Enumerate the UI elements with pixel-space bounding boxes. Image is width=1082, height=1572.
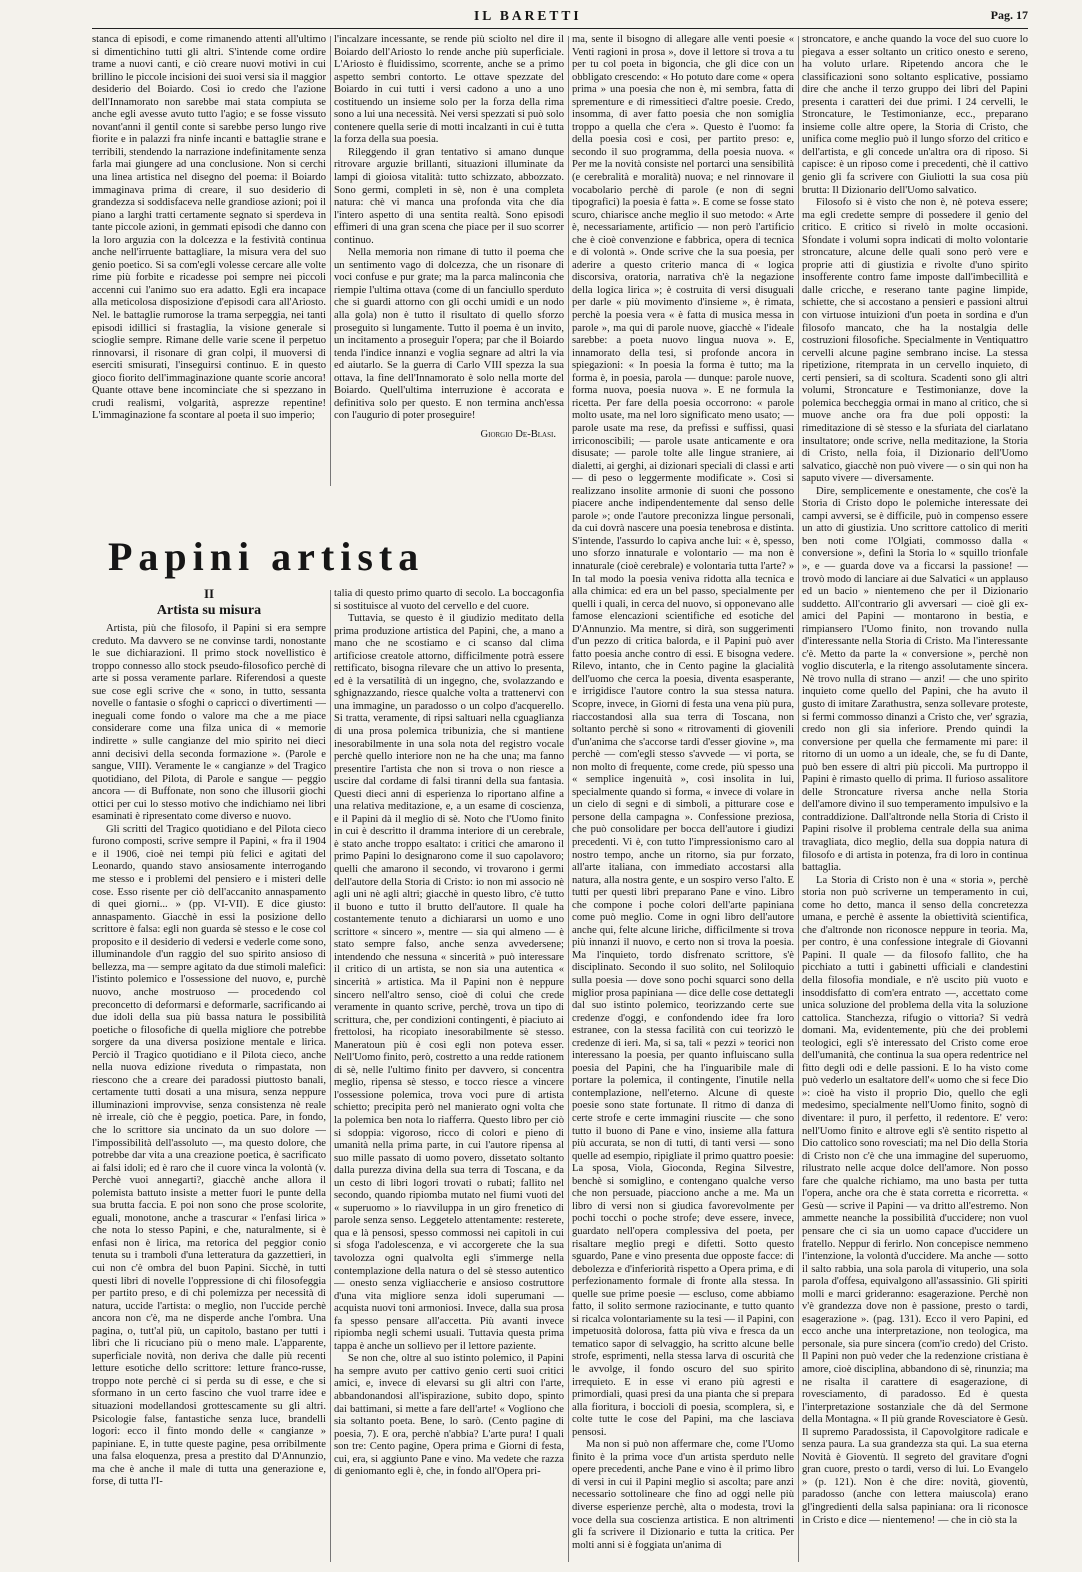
paragraph: stroncatore, e anche quando la voce del suo cuore lo piegava a esser soltanto un critico onesto e sereno, ha voluto urlare. Ripetendo ancora che le classificazioni sono soltanto esplicative, possiamo dire che anche il terzo gruppo dei libri del Papini presenta i caratteri dei due primi. I 24 cervelli, le Stroncature, le Testimonianze, ecc., preparano insieme colle altre opere, la Storia di Cristo, che unifica come meglio può il lungo sforzo del critico e dell'artista, e gli concede un'altra ora di riposo. Si capisce: è un riposo come i precedenti, chè il cattivo genio gli fa scrivere con Giuliotti la sua cosa più brutta: Il Dizionario dell'Uomo salvatico. — [802, 34, 1028, 196]
author-signature: Giorgio De-Blasi. — [480, 428, 556, 440]
paragraph: Ma non si può non affermare che, come l'Uomo finito è la prima voce d'un artista sperduto nelle opere precedenti, anche Pane e vino è il primo libro di versi in cui il Papini meglio si ascolta; pare anzi necessario sottolineare che fino ad oggi nelle più diverse esperienze perchè, alta o modesta, trovi la voce della sua coscienza artistica. E non altrimenti gli fa scrivere il Dizionario e tutta la critica. Per molti anni si è foggiata un'anima di — [572, 1439, 794, 1551]
paragraph: Dire, semplicemente e onestamente, che cos'è la Storia di Cristo dopo le polemiche interessate dei campi avversi, se è difficile, può in compenso essere un atto di giustizia. Uno scrittore cattolico di meriti ben noti come l'Olgiati, commosso dalla « conversione », definì la Storia lo « squillo trionfale », e — guarda dove va a ficcarsi la passione! — trovò modo di lanciare ai due Salvatici « un applauso ed un bacio » nientemeno che per il Dizionario suddetto. All'contrario gli avversari — cioè gli ex-amici del Papini — montarono in bestia, e rimpiansero l'Uomo finito, non trovando nulla d'interessante nella Storia di Cristo. Ma l'interessante c'è. Metto da parte la « conversione », perchè non voglio discuterla, e la ritengo assolutamente sincera. Nè trovo nulla di strano — anzi! — che uno spirito inquieto come quello del Papini, che ha avuto il gusto di imitare Zarathustra, senza sollevare proteste, si fermi commosso dinanzi a Cristo che, ver' sgrazia, credo non gli sia inferiore. Prendo quindi la conversione per quella che fermamente mi pare: il ritorno di un uomo a un ideale, che, se fu di Dante, può ben essere di altri più piccoli. Ma purtroppo il Papini è rimasto quello di prima. Il furioso assalitore delle Stroncature riversa anche nella Storia dell'amore divino il suo temperamento impulsivo e la contraddizione. Dall'altronde nella Storia di Cristo il Papini risolve il problema centrale della sua anima travagliata, dico meglio, della sua doppia natura di filosofo e di artista in potenza, fra di loro in continua battaglia. — [802, 485, 1028, 874]
article2-column-4 — [802, 34, 1028, 1564]
article1-column-2 — [334, 34, 564, 494]
paragraph: Tuttavia, se questo è il giudizio meditato della prima produzione artistica del Papini, che, a mano a mano che ne scostiamo e ci scanso dal clima artificiose creatole attorno, difficilmente potrà essere rettificato, bisogna rilevare che un attivo lo presenta, ed è la versatilità di un ingegno, che, svolazzando e sghignazzando, riesce qualche volta a trattenervi con una immagine, un paradosso o un colpo d'acquerello. Si tratta, veramente, di ripsi saltuari nella cguaglianza di una prosa polemica tribunizia, che si mantiene inesorabilmente in una sola nota del registro vocale perchè quello interiore non ne ha che una; ma fanno presentire l'artista che non si trova o non riesce a uscire dal cordame di falsi tiranni della sua fantasia. Questi dieci anni di esperienza lo riportano alfine a una relativa meditazione, e, a un esame di coscienza, e il Papini dà il meglio di sè. Noto che l'Uomo finito in cui è descritto il dramma interiore di un cerebrale, è stato anche troppo esaltato: i critici che amarono il primo Papini lo designarono come il suo capolavoro; quelli che amarono il secondo, vi trovarono i germi dell'autore della Storia di Cristo: io non mi associo nè agli uni nè agli altri; giacchè in questo libro, c'è tutto il buono e tutto il brutto dell'autore. Il quale ha costantemente tenuto a dichiararsi un uomo e uno scrittore « sincero », mentre — sia qui almeno — è stato sempre falso, anche senza avvedersene; intendendo che nessuna « sincerità » può interessare il critico di un artista, se non sia una autentica « sincerità » artistica. Ma il Papini non è neppure sincero nell'altro senso, cioè di colui che crede veramente in quanto scrive, perchè, trova un tipo di scrittura, che, per condizioni contingenti, è piaciuto ai frettolosi, ha ricopiato inesorabilmente sè stesso. Maneratoun più è così egli non poteva esser. Nell'Uomo finito, però, costretto a una redde rationem di sè, nelle l'ultimo finito per davvero, si concentra meglio, ripensa sè stesso, e tocco riesce a vincere l'ossessione polemica, trova voci pure di artista schietto; precipita però nel manierato ogni volta che la polemica ben nota lo riafferra. Questo libro per ciò si sdoppia: vigoroso, ricco di colori e pieno di umanità nella prima parte, in cui l'autore ripensa al suo mille passato di uomo povero, dissetato soltanto dalla purezza divina della sua terra di Toscana, e da un cesto di libri logori trovati o rubati; fallito nel secondo, quando ripiomba mutato nel fiumi vuoti del « superuomo » lo riavviluppa in un giro frenetico di parole senza senso. Leggetelo attentamente: resterete, qua e là pensosi, spesso commossi nei capitoli in cui si sfoga l'adolescenza, e vi accorgerete che la sua tavolozza ogni qualvolta egli s'immerge nella contemplazione della natura o del sè stesso autentico — onesto senza vigliaccherie e ansioso costruttore d'una vita migliore senza idoli superumani — acquista nuovi toni armoniosi. Invece, dalla sua prosa fa spesso pensare all'accetta. Più avanti invece ripiomba negli schemi usuali. Tuttavia questa prima tappa è anche un sollievo per il lettore paziente. — [334, 613, 564, 1352]
paragraph: Se non che, oltre al suo istinto polemico, il Papini ha sempre avuto per cattivo genio certi suoi critici amici, e, invece di elevarsi su gli altri con l'arte, abbandonandosi all'ispirazione, subito dopo, spinto dai battimani, si mette a fare dell'arte! « Vogliono che sia soltanto poeta. Bene, lo sarò. (Cento pagine di poesia, 7). E ora, perchè n'abbia? L'arte pura! I quali son tre: Cento pagine, Opera prima e Giorni di festa, cui, era, si aggiunto Pane e vino. Ma vedete che razza di geniomanto egli è, che, in fondo all'Opera pri- — [334, 1353, 564, 1478]
paragraph: Rileggendo il gran tentativo si amano dunque ritrovare arguzie brillanti, situazioni illuminate da lampi di gioiosa vitalità: tutto schizzato, abbozzato. Sono germi, completi in sè, non è una completa natura: chè vi manca una profonda vita che dia l'intero aspetto di una sentita realtà. Sono episodi effimeri di una gran scena che piace per il suo scorrer continuo. — [334, 146, 564, 246]
column-rule — [798, 36, 799, 1562]
paragraph: talia di questo primo quarto di secolo. La boccagonfia si sostituisce al vuoto del cervello e del cuore. — [334, 588, 564, 612]
journal-name: IL BARETTI — [474, 8, 582, 23]
paragraph: Filosofo si è visto che non è, nè poteva essere; ma egli credette sempre di possedere il genio del critico. E critico si rivelò in molte occasioni. Sfondate i volumi sopra indicati di molto volontarie stroncature, alcune delle quali sono però vere e proprie atti di giustizia e rivolte d'uno spirito insofferente contro fame imposte dall'imbecillità e dalle cricche, e reserano tante pagine limpide, schiette, che si accostano a pensieri e passioni altrui con virtuose intuizioni d'un poeta in sordina e d'un filosofo mancato, che ha la nostalgia delle costruzioni filosofiche. Specialmente in Ventiquattro cervelli alcune pagine sembrano incise. La stessa ripetizione, ritemprata in un cervello inquieto, di certi pensieri, sa di scoltura. Scadenti sono gli altri volumi, Stroncature e Testimonianze, dove la polemica beccheggia ormai in mano al critico, che si muove anche ora fra due poli opposti: la rimeditazione di sè stesso e la sfuriata del ciarlatano insultatore; onde scrive, nella meditazione, la Storia di Cristo, nella foia, il Dizionario dell'Uomo salvatico, giacchè non può vivere — o sin qui non ha saputo vivere — diversamente. — [802, 197, 1028, 485]
paragraph: La Storia di Cristo non è una « storia », perchè storia non può scriverne un temperamento in cui, come ho detto, manca il senso della concretezza umana, e perchè è assente la obiettività scientifica, che d'altronde non riconosce neppure in teoria. Ma, per contro, è una confessione integrale di Giovanni Papini. Il quale — da filosofo fallito, che ha picchiato a tutti i gabinetti ufficiali e clandestini della filosofia mondiale, e n'è uscito più vuoto e insoddisfatto di com'era entrato —, accettato come unica soluzione del problema della vita la soluzione cattolica. Stanchezza, rifugio o vittoria? Si vedrà domani. Ma, evidentemente, più che dei problemi teologici, egli s'è interessato del Cristo come eroe dell'umanità, che continua la sua opera redentrice nel fitto degli odi e delle passioni. E lo ha visto come può vederlo un esaltatore dell'« uomo che si fece Dio »: cioè ha visto il proprio Dio, quello che egli medesimo, specialmente nell'Uomo finito, sognò di diventare: il puro, il perfetto, il redentore. E' vero: nell'Uomo finito e altrove egli s'è sentito rispetto al Dio cattolico sono rovesciati; ma nel Dio della Storia di Cristo non c'è che una immagine del superuomo, rilustrato nelle acque dolce dell'amore. Non posso fare che qualche richiamo, ma uno basta per tutta l'opera, anche ora che è stata corretta e ricorretta. « Gesù — scrive il Papini — va dritto all'estremo. Non ammette neanche la possibilità d'uccidere; non vuol pensare che ci sia un uomo capace d'uccidere un fratello. Neppur di ferirlo. Non concepisce nemmeno l'intenzione, la volontà d'uccidere. Ma anche — sotto il salto rabbia, una sola parola di vituperio, una sola parola d'offesa, equivalgono all'assassinio. Gli spiriti molli e marci grideranno: esagerazione. Perchè non v'è grandezza dove non è passione, presto o tardi, esagerazione ». (pag. 131). Ecco il vero Papini, ed ecco anche una interpretazione, non teologica, ma personale, sia pure sincera (com'io credo) del Cristo. Il Papini non può veder che la redenzione cristiana è amore, cioè disciplina, abbandono di sè, rinunzia; ma ne risalta il carattere di esagerazione, di rovesciamento, di paradosso. Ed è questa l'interpretazione sostanziale che dà del Sermone della Montagna. « Il più grande Rovesciatore è Gesù. Il supremo Paradossista, il Capovolgitore radicale e senza paura. La sua grandezza sta qui. La sua eterna Novità è Gioventù. Il segreto del gravitare d'ogni gran cuore, presto o tardi, verso di lui. Lo Evangelo » (p. 121). Non è che dire: novità, gioventù, paradosso (anche con lettera maiuscola) erano gl'ingredienti della salsa papiniana: ora li riconosce in Cristo e dice — nientemeno! — che in ciò sta la — [802, 874, 1028, 1526]
paragraph: stanca di episodi, e come rimanendo attenti all'ultimo si dimentichino tutti gli altri. S'intende come ordire trame a nuovi canti, e ciò creare nuovi motivi in cui brillino le piccole incisioni dei suoi versi sia il maggior desiderio del Boiardo. Così io credo che l'azione dell'Innamorato non sarebbe mai stata compiuta se anche egli avesse avuto tutto l'agio; e se fosse vissuto novant'anni il gentil conte si sarebbe perso lungo rive fiorite e in palazzi fra ninfe incanti e battaglie strane e terribili, stendendo la narrazione indefinitamente senza farla mai giungere ad una conclusione. Non si cerchi una linea artistica nel disegno del poema: il Boiardo immaginava prima di creare, il suo desiderio di grandezza si soddisfaceva nelle grandiose azioni; poi il piano a larghi tratti certamente segnato si sperdeva in tante piccole azioni, in gemmati episodi che danno con la loro arguzia con la dolcezza e la festività continua anche nell'irruente battagliare, la misura vera del suo genio poetico. Si sa com'egli volesse cercare alle volte rime più forbite e ricadesse poi sempre nei piccoli accenni cui l'animo suo era adatto. Egli era incapace alla meticolosa disposizione d'episodi cara all'Ariosto. Nel. le battaglie rumorose la trama serpeggia, nei tanti episodi idillici si frastaglia, la visione generale si scioglie sempre. Rimane delle varie scene il perpetuo rinnovarsi, il risonare di gran colpi, il muoversi di eserciti smisurati, l'inseguirsi continuo. E in questo gioco fiorito dell'immaginazione quante scorie ancora! Quante ottave bene incominciate che si spezzano in crudi realismi, volgarità, asprezze repentine! L'immaginazione fa scontare al poeta il suo imperio; — [92, 34, 326, 422]
column-rule — [330, 36, 331, 486]
page-header — [92, 6, 1028, 29]
article2-column-1 — [92, 588, 326, 1564]
article2-column-3 — [572, 34, 794, 1564]
paragraph: Artista, più che filosofo, il Papini si era sempre creduto. Ma davvero se ne convinse tardi, nonostante le sue dichiarazioni. Il primo stock novellistico è troppo connesso allo stock pseudo-filosofico perchè di arte si possa veramente parlare. Riferendosi a queste sue cose egli scrive che « sono, in tutto, sessanta novelle o fantasie o sfoghi o capricci o divertimenti — ineguali come fondo o valore ma che a me piace considerare come una filza unica di « memorie indirette » sulle cangianze del mio spirito nei dieci anni decisivi della seconda formazione ». (Parole e sangue, VIII). Veramente le « cangianze » del Tragico quotidiano, del Pilota, di Parole e sangue — peggio ancora — di Buffonate, non sono che illusorii giochi ottici per cui lo stesso motivo che indichiamo nei libri esaminati è ripresentato come diverso e nuovo. — [92, 623, 326, 823]
paragraph: Nella memoria non rimane di tutto il poema che un sentimento vago di dolcezza, che un risonare di voci confuse e pur grate; ma la parca malinconia che riempie l'ultima ottava (come di un fanciullo sperduto che si guardi attorno con gli occhi umidi e un nodo alla gola) non è tutto il risultato di quello sforzo proseguito sì lungamente. Tutto il poema è un invito, un incitamento a proseguir l'opera; par che il Boiardo tenda l'indice innanzi e voglia segnare ad altri la via ed aiutarlo. Se la guerra di Carlo VIII spezza la sua ottava, la fine dell'Innamorato è solo nella morte del Boiardo. Quell'ultima interruzione è accorata e definitiva solo per questo. E non termina anch'essa con l'augurio di poter proseguire! — [334, 247, 564, 422]
paragraph: Gli scritti del Tragico quotidiano e del Pilota cieco furono composti, scrive sempre il Papini, « fra il 1904 e il 1906, cioè nei tempi più felici e agitati del Leonardo, quando stavo ansiosamente interrogando me stesso e i problemi del pensiero e i misteri delle cose. Esso risente per ciò dell'accanito annaspamento di quei giorni... » (pp. VI-VII). E dice giusto: annaspamento. Giacchè in essi la posizione dello scrittore è falsa: egli non guarda sè stesso e le cose col proposito e il desiderio di vedersi e vederle come sono, illuminandole d'un raggio del suo spirito ansioso di bellezza, ma — sempre agitato da due stimoli malefici: l'istinto polemico e l'ossessione del nuovo, e, purchè nuovo, anche mostruoso — procedendo col preconcetto di deformarsi e deformarle, sacrificando ai due idoli della sua più bassa natura le possibilità poetiche o filosofiche di quella migliore che potrebbe sorgere da una diversa posizione mentale e lirica. Perciò il Tragico quotidiano e il Pilota cieco, anche nella nuova edizione riveduta o rimpastata, non riescono che a creare dei paradossi piuttosto banali, certamente tutti dosati a una misura, senza neppure illuminazioni improvvise, senza consistenza nè reale nè irreale, ciò che è peggio, poetica. Pare, in fondo, che lo scrittore sia uncinato da un suo dolore — l'impossibilità dell'assoluto —, ma questo dolore, che potrebbe dar vita a una creazione poetica, è sacrificato ai falsi idoli; ed è raro che il cuore vinca la volontà (v. Perchè vuoi annegarti?, giacchè anche allora il polemista battuto insiste a metter fuori le punte della sua brutta faccia. E poi non sono che prose scolorite, eguali, monotone, anche a trascurar « l'enfasi lirica » che nota lo stesso Papini, e che, naturalmente, si è enfasi non è lirica, ma retorica del peggior conio tenuta su i tramboli d'una letteratura da gazzettieri, in cui non c'è ombra del buon Papini. Sicchè, in tutti questi libri di novelle l'oppressione di chi filosofeggia per partito preso, e di chi polemizza per necessità di natura, uccide l'artista: o meglio, non l'uccide perchè ancora non c'è, ma ne disperde anche l'ombra. Una pagina, o, tutt'al più, un capitolo, bastano per tutti i libri che li ricuciano più o meno male. L'apparente, superficiale novità, non deriva che dalle più recenti letture esotiche dello scrittore: letture franco-russe, troppo note perchè ci si perda su di esse, e che si sformano in un certo fascino che vuol trarre idee e situazioni modellandosi grottescamente su gli altri. Psicologie false, fantastiche senza luce, brandelli logori: ecco il finto mondo delle « cangianze » papiniane. E, in tutte queste pagine, pesa orribilmente una falsa eloquenza, presa a prestito dal D'Annunzio, ma che è anche il male di tutta una generazione e, forse, di tutta l'I- — [92, 823, 326, 1488]
article-title: Papini artista — [108, 534, 425, 579]
paragraph: l'incalzare incessante, se rende più sciolto nel dire il Boiardo dell'Ariosto lo rende anche più superficiale. L'Ariosto è fluidissimo, scorrente, anche se a primo aspetto sembri contorto. Le ottave spezzate del Boiardo in cui tutti i versi cadono a uno a uno costituendo un insieme solo per la forza della rima sono a lui una necessità. Nei versi spezzati si può solo contenere quella serie di motti incalzanti in cui è tutta la forza della sua poesia. — [334, 34, 564, 146]
column-rule — [330, 590, 331, 1562]
column-rule — [568, 36, 569, 1562]
page-number: Pag. 17 — [990, 8, 1028, 22]
paragraph: ma, sente il bisogno di allegare alle venti poesie « Venti ragioni in prosa », dove il lettore si trova a tu per tu col poeta in bigoncia, che gli dice con un obbligato crescendo: « Ho potuto dare come « opera prima » una poesia che non è, mi sembra, fatta di sprementure e di rimessitieci d'altre poesie. Credo, insomma, di aver fatto poesia che non somiglia troppo a quella che c'era ». Questo è l'uomo: fa della poesia così e così, per partito preso: e, secondo il suo programma, della poesia nuova. « Per me la novità consiste nel portarci una sensibilità (e cerebralità e moralità) nuova; e nel rinnovare il vocabolario perchè di parole (e non di segni tipografici) la poesia è fatta ». E come se fosse stato scuro, chiarisce anche meglio il suo metodo: « Arte è, necessariamente, artificio — non però l'artificio che è cioè convenzione e fabbrica, opera di tecnica e di volontà ». Onde scrive che la sua poesia, per aderire a questo criterio manca di « logica discorsiva, oratoria, narrativa ch'è la negazione della logica lirica »; è costruita di versi disuguali per darle « più movimento d'insieme », è rimata, perchè la poesia vera « è fatta di musica messa in parole », ma qui di parole nuove, giacchè « l'ideale sarebbe: a poeta nuovo lingua nuova ». E, innamorato della tesi, si profonde ancora in spiegazioni: « In poesia la forma è tutto; ma la forma è, in poesia, parola — dunque: parole nuove, forma nuova, poesia nuova ». E ne formula la ricetta. Per fare della poesia occorrono: « parole molto usate, ma nel loro significato meno usato; — parole usate ma rese, da prefissi e suffissi, quasi irriconoscibili; — parole usate anticamente e ora disusate; — parole tolte alle lingue straniere, ai dialetti, ai gerghi, ai dizionari speciali di classi e arti — di peso o leggermente modificate ». Così si realizzano insolite armonie di suoni che possono piacere anche indipendentemente dal senso delle parole »; onde l'autore preconizza lingue personali, da cui dovrà nascere una poesia tenebrosa e distinta. S'intende, l'assurdo lo capiva anche lui: « è, spesso, uno sforzo innaturale e volontario — ma non è innaturale (cioè cerebrale) e volontaria tutta l'arte? » In tal modo la poesia veniva ridotta alla tecnica e alla chimica: ed era un bel passo, specialmente per quelli i quali, in cerca del nuovo, si opponevano alle famose elencazioni scientifiche ed esotiche del D'Annunzio. Ma mentre, si dirà, son suggerimenti d'un pezzo di critica balorda, e il Papini può aver fatto poesia anche contro di essi. E bisogna vedere. Rilevo, intanto, che in Cento pagine la glacialità dell'uomo che cerca la poesia, diventa esasperante, e irrigidisce l'autore contro la sua stessa natura. Scopre, invece, in Giorni di festa una vena più pura, riaccostandosi alla sua terra di Toscana, non soltanto perchè si sono « ritrovamenti di giovenili d'un'anima che s'accorse tardi d'esser giovine », ma perchè — com'egli stesso s'avvede — vi porta, se non molto di frequente, come crede, più spesso una « semplice ingenuità », così insolita in lui, specialmente quando si forma, « invece di volare in un cielo di segni e di simboli, a pitturare cose e persone della campagna ». Confessione preziosa, che può consolidare per bocca dell'autore i giudizi precedenti. Vi è, con tutto l'impressionismo caro al nostro tempo, anche un ritorno, sia pur forzato, all'arte italiana, con immediato accostarsi alla natura, alla nostra gente, e un sospiro verso l'alto. E tutti per questi libri preparano Pane e vino. Libro che compone i poche colori dell'arte papiniana come può meglio. Come in ogni libro dell'autore anche qui, felte alcune liriche, difficilmente si trova più innanzi il nuovo, e certo non si trova la poesia. Ma l'inquieto, tordo disfrenato scrittore, s'è disciplinato. Secondo il suo solito, nel Soliloquio sulla poesia — dove sono pochi squarci sono della miglior prosa papiniana — dice delle cose dettategli dal suo istinto polemico, teorizzando certe sue credenze d'oggi, e confondendo idee fra loro estranee, con la stessa facilità con cui teorizzò le credenze di ieri. Ma, si sa, tali « pezzi » teorici non interessano la poesia, per quanto influiscano sulla poesia del Papini, che ha l'inguaribile male di portare la polemica, il contingente, l'inutile nella contemplazione, nell'eterno. Alcune di queste poesie sono state fortunate. Il ritmo di danza di certe strofe e certe immagini riuscite — che sono tutto il buono di Pane e vino, insieme alla fattura più accurata, se non di tutti, di tanti versi — sono quelle ad esempio, ripigliate il primo quattro poesie: La sposa, Viola, Gioconda, Regina Silvestre, benchè si somiglino, e contengano qualche verso che non persuade, piacciono anche a me. Ma un libro di versi non si giudica favorevolmente per pochi tocchi o poche strofe; deve essere, invece, guardato nell'opera complessiva del poeta, per risaltare meglio pregi e difetti. Sotto questo sguardo, Pane e vino presenta due opposte facce: di debolezza e d'inferiorità rispetto a Opera prima, e di perfezionamento formale di fronte alla stessa. In quelle sue prime poesie — escluso, come abbiamo fatto, il solito sermone raziocinante, e tutto quanto si ricalca volontariamente su la tesi — il Papini, con impetuosità dolorosa, fatta più viva e fresca da un tematico sapor di selvaggio, ha scritto alcune belle strofe, esprimenti, nella stessa larva di oscurità che le avvolge, il fondo oscuro del suo spirito irrequieto. E in esse vi erano più agresti e primordiali, quasi presi da una pianta che si prepara alla fioritura, i boccioli di poesia, scomplera, sì, e colte tutte le cose del Papini, ma che lasciava pensosi. — [572, 34, 794, 1438]
part-number: II — [203, 588, 215, 601]
article1-column-1 — [92, 34, 326, 482]
article-subtitle: Artista su misura — [156, 602, 262, 618]
article2-column-2 — [334, 588, 564, 1564]
